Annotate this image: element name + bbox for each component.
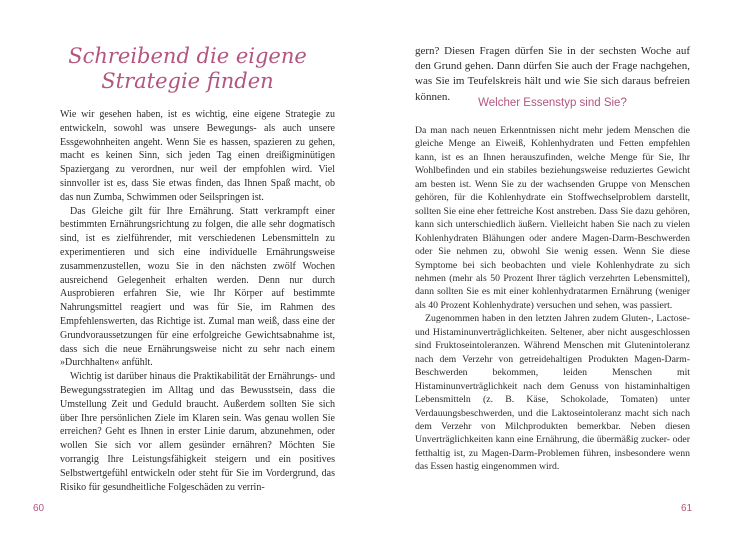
chapter-heading: [60, 44, 315, 94]
chapter-heading-line-1: Schreibend die eigene: [68, 44, 307, 68]
body-paragraph: Wie wir gesehen haben, ist es wichtig, eine eigene Strategie zu entwickeln, sowohl was unsere Bewegungs- als auch unsere Essgewohnheiten angeht. Wenn Sie es hassen, spazieren zu gehen, macht es keinen Sinn, sich jeden Tag einen dreißigminütigen Spaziergang zu verordnen, nur weil der empfohlen wird. Viel sinnvoller ist es, dass Sie etwas finden, das Ihnen Spaß macht, ob das nun Zumba, Schwimmen oder Seilspringen ist.: [60, 109, 335, 203]
body-paragraph: Wichtig ist darüber hinaus die Praktikabilität der Ernährungs- und Bewegungsstrategien im Alltag und das Bewusstsein, dass die Umstellung Zeit und Geduld braucht. Außerdem sollten Sie sich über Ihre persönlichen Ziele im Klaren sein. Was genau wollen Sie erreichen? Geht es Ihnen in erster Linie darum, abzunehmen, oder wollen Sie sich vor allem gesünder ernähren? Möchten Sie vorrangig Ihre Leistungsfähigkeit steigern und ein positives Selbstwertgefühl entwickeln oder steht für Sie im Vordergrund, das Risiko für gesundheitliche Folgeschäden zu verrin-: [60, 371, 335, 493]
right-body-text: [415, 124, 690, 474]
body-paragraph: Das Gleiche gilt für Ihre Ernährung. Statt verkrampft einer bestimmten Ernährungsrichtung zu folgen, die alle sehr dogmatisch sind, ist es zielführender, mit verschiedenen Lebensmitteln zu experimentieren und sich eine individuelle Ernährungsweise zusammenzustellen, wozu Sie in den nächsten zwölf Wochen ausreichend Gelegenheit erhalten werden. Denn nur durch Ausprobieren erfahren Sie, wie Ihr Körper auf bestimmte Nahrungsmittel reagiert und was für Sie, im Rahmen des Empfehlenswerten, das Richtige ist. Zumal man weiß, dass eine der Grundvoraussetzungen für eine erfolgreiche Gewichtsabnahme ist, dass sich die neue Ernährungsweise nicht zu sehr nach einem »Durchhalten« anfühlt.: [60, 205, 335, 369]
right-continued-text: [415, 44, 690, 105]
chapter-heading-line-2: Strategie finden: [101, 69, 274, 93]
body-paragraph: gern? Diesen Fragen dürfen Sie in der sechsten Woche auf den Grund gehen. Dann dürfen Sie auch der Frage nachgehen, was Sie im Teufelskreis hält und wie Sie sich daraus befreien können.: [415, 45, 690, 103]
body-paragraph: Da man nach neuen Erkenntnissen nicht mehr jedem Menschen die gleiche Menge an Eiweiß, Kohlenhydraten und Fetten empfehlen kann, ist es an Ihnen herauszufinden, welche Menge für Sie, Ihr Wohlbefinden und ein stabiles beziehungsweise reduziertes Gewicht am besten ist. Wenn Sie zu der wachsenden Gruppe von Menschen gehören, für die Kohlenhydrate ein Stoffwechselproblem darstellt, sollten Sie eine eher fettreiche Kost anstreben. Dass Sie dazu gehören, kann sich unterschiedlich äußern. Vielleicht haben Sie nach zu vielen Kohlenhydraten Blähungen oder andere Magen-Darm-Beschwerden oder Sie nehmen zu, obwohl Sie wenig essen. Wenn Sie diese Symptome bei sich beobachten und viele Kohlenhydrate zu sich nehmen (mehr als 50 Prozent Ihrer täglich verzehrten Lebensmittel), dann sollten Sie es mit einer kohlenhydratarmen Ernährung (weniger als 40 Prozent Kohlenhydrate) versuchen und sehen, was passiert.: [415, 125, 690, 311]
page-number-right: 61: [681, 503, 693, 514]
right-page: [375, 0, 750, 536]
section-subheading: Welcher Essenstyp sind Sie?: [478, 97, 627, 109]
body-paragraph: Zugenommen haben in den letzten Jahren zudem Gluten-, Lactose- und Histaminunverträglichkeiten. Seltener, aber nicht ausgeschlossen sind Fruktoseintoleranzen. Während Menschen mit Glutenintoleranz nach dem Verzehr von getreidehaltigen Produkten Magen-Darm-Beschwerden bekommen, leiden Menschen mit Histaminunverträglichkeit nach dem Genuss von histaminhaltigen Lebensmitteln (z. B. Käse, Schokolade, Tomaten) unter Verdauungsbeschwerden, und die Laktoseintoleranz macht sich nach dem Verzehr von Milchprodukten bemerkbar. Neben diesen Unverträglichkeiten kann eine Ernährung, die übermäßig zucker- oder fetthaltig ist, zu Magen-Darm-Problemen führen, insbesondere wenn das Essen hastig eingenommen wird.: [415, 313, 690, 473]
page-number-left: 60: [33, 503, 45, 514]
left-body-text: [60, 108, 335, 494]
